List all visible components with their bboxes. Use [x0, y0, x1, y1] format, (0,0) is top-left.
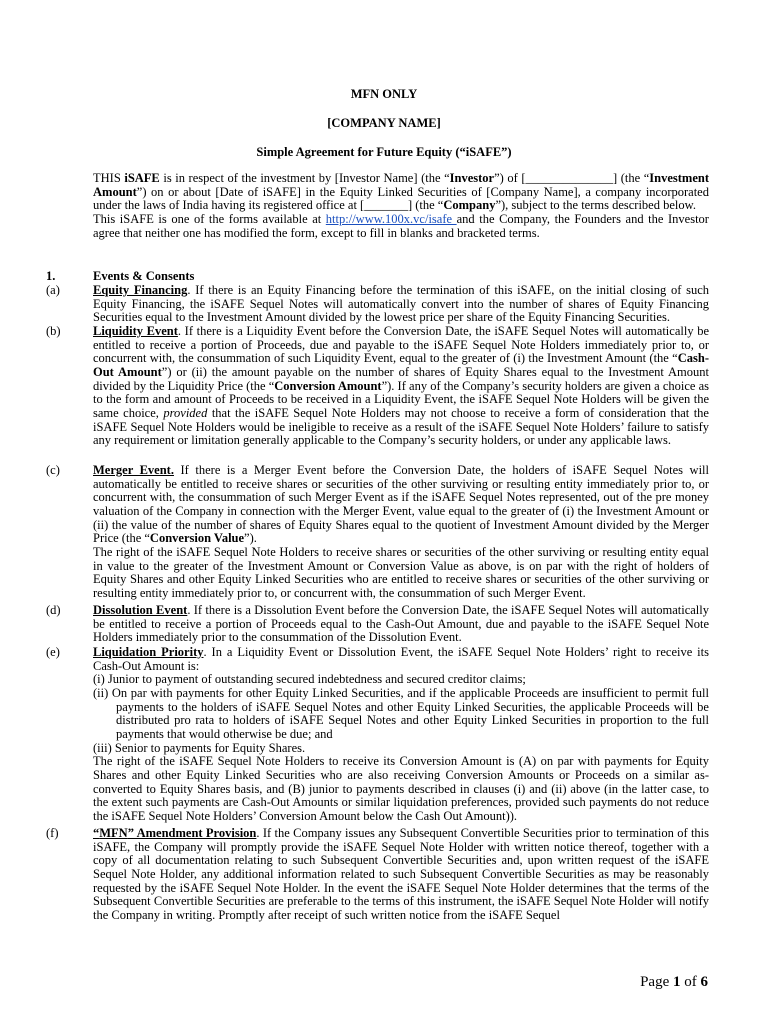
- isafe-link[interactable]: http://www.100x.vc/isafe: [325, 211, 457, 226]
- clause-b: Liquidity Event. If there is a Liquidity Event before the Conversion Date, the iSAFE Sequel Notes will automatically be entitled to receive a portion of Proceeds, due and payable to the iSAFE Sequel Note Holders immediately prior to, or concurrent with, the consummation of such Liquidity Event, equal to the greater of (i) the Investment Amount (the “Cash-Out Amount”) or (ii) the amount payable on the number of shares of Equity Shares equal to the Investment Amount divided by the Liquidity Price (the “Conversion Amount”). If any of the Company’s security holders are given a choice as to the form and amount of Proceeds to be received in a Liquidity Event, the iSAFE Sequel Note Holders will be given the same choice, provided that the iSAFE Sequel Note Holders may not choose to receive a form of consideration that the iSAFE Sequel Note Holders would be ineligible to receive as a result of the iSAFE Sequel Note Holders’ failure to satisfy any requirement or limitation generally applicable to the Company’s security holders, or under any applicable laws.: [93, 324, 710, 448]
- clause-c-title: Merger Event.: [93, 463, 174, 477]
- clause-e-title: Liquidation Priority: [93, 645, 204, 659]
- forms-paragraph: This iSAFE is one of the forms available at http://www.100x.vc/isafe and the Company, the Founders and the Investor agree that neither one has modified the form, except to fill in blanks and bracketed terms.: [93, 211, 709, 240]
- list-item: (i) Junior to payment of outstanding secured indebtedness and secured creditor claims;: [93, 672, 526, 687]
- section-number: 1.: [46, 269, 56, 283]
- clause-e: Liquidation Priority. In a Liquidity Event or Dissolution Event, the iSAFE Sequel Note Holders’ right to receive its Cash-Out Amount is: (i) Junior to payment of outstanding secured indebtedness and secured creditor claims; (ii) On par with payments for other Equity Linked Securities, and if the applicable Proceeds are insufficient to permit full payments to the holders of iSAFE Sequel Notes and other Equity Linked Securities, the applicable Proceeds will be distributed pro rata to holders of iSAFE Sequel Notes and other Equity Linked Securities in proportion to the full payments that would otherwise be due; and (iii) Senior to payments for Equity Shares. The right of the iSAFE Sequel Note Holders to receive its Conversion Amount is (A) on par with payments for Equity Shares and other Equity Linked Securities who are also receiving Conversion Amounts or Proceeds on a similar as-converted to Equity Shares basis, and (B) junior to payments described in clauses (i) and (ii) above (in the latter case, to the extent such payments are Cash-Out Amounts or similar liquidation preferences, provided such payments do not reduce the iSAFE Sequel Note Holders’ Conversion Amount below the Cash Out Amount)).: [93, 645, 709, 823]
- list-item: (iii) Senior to payments for Equity Shares.: [93, 740, 306, 755]
- company-heading: [COMPANY NAME]: [327, 116, 441, 130]
- document-title: Simple Agreement for Future Equity (“iSAFE”): [256, 145, 512, 159]
- clause-a: Equity Financing. If there is an Equity Financing before the termination of this iSAFE, on the initial closing of such Equity Financing, the iSAFE Sequel Notes will automatically convert into the number of shares of Equity Financing Securities equal to the Investment Amount divided by the lowest price per share of the Equity Financing Securities.: [93, 283, 709, 325]
- clause-f: “MFN” Amendment Provision. If the Company issues any Subsequent Convertible Securities prior to termination of this iSAFE, the Company will promptly provide the iSAFE Sequel Note Holder with written notice thereof, together with a copy of all documentation relating to such Subsequent Convertible Securities and, upon written request of the iSAFE Sequel Note Holder, any additional information related to such Subsequent Convertible Securities as may be reasonably requested by the iSAFE Sequel Note Holder. In the event the iSAFE Sequel Note Holder determines that the terms of the Subsequent Convertible Securities are preferable to the terms of this instrument, the iSAFE Sequel Note Holder will notify the Company in writing. Promptly after receipt of such written notice from the iSAFE Sequel: [93, 826, 709, 922]
- clause-a-label: (a): [46, 283, 60, 297]
- mfn-heading: MFN ONLY: [350, 87, 418, 101]
- clause-d-title: Dissolution Event: [93, 603, 188, 617]
- section-title: Events & Consents: [93, 269, 195, 283]
- clause-a-title: Equity Financing: [93, 283, 188, 297]
- clause-d-label: (d): [46, 603, 61, 617]
- clause-c: Merger Event. If there is a Merger Event before the Conversion Date, the holders of iSAFE Sequel Notes will automatically be entitled to receive shares or securities of the other surviving or resulting entity immediately prior to, or concurrent with, the consummation of such Merger Event as if the iSAFE Sequel Notes represented, out of the pre money valuation of the Company in connection with the Merger Event, value equal to the greater of (i) the Investment Amount or (ii) the value of the number of shares of Equity Shares equal to the quotient of Investment Amount divided by the Merger Price (the “Conversion Value”). The right of the iSAFE Sequel Note Holders to receive shares or securities of the other surviving or resulting entity equal in value to the greater of the Investment Amount or Conversion Value as above, is on par with the right of holders of Equity Shares and other Equity Linked Securities who are entitled to receive shares or securities of the other surviving or resulting entity immediately prior to, or concurrent with, the consummation of such Merger Event.: [93, 463, 710, 600]
- clause-b-title: Liquidity Event: [93, 324, 178, 338]
- intro-section: [93, 172, 709, 240]
- page-number: Page 1 of 6: [640, 974, 708, 990]
- clause-f-title: “MFN” Amendment Provision: [93, 826, 257, 840]
- intro-paragraph: THIS iSAFE is in respect of the investment by [Investor Name] (the “Investor”) of [______________] (the “Investment Amount”) on or about [Date of iSAFE] in the Equity Linked Securities of [Company Name], a company incorporated under the laws of India having its registered office at [_______] (the “Company”), subject to the terms described below.: [93, 171, 709, 213]
- clause-d: Dissolution Event. If there is a Dissolution Event before the Conversion Date, the iSAFE Sequel Notes will automatically be entitled to receive a portion of Proceeds equal to the Cash-Out Amount, due and payable to the iSAFE Sequel Note Holders immediately prior to the consummation of the Dissolution Event.: [93, 603, 709, 645]
- clause-e-label: (e): [46, 645, 60, 659]
- clause-b-label: (b): [46, 324, 61, 338]
- clause-c-label: (c): [46, 463, 60, 477]
- list-item: (ii) On par with payments for other Equity Linked Securities, and if the applicable Proceeds are insufficient to permit full payments to the holders of iSAFE Sequel Notes and other Equity Linked Securities, the applicable Proceeds will be distributed pro rata to holders of iSAFE Sequel Notes and other Equity Linked Securities in proportion to the full payments that would otherwise be due; and: [93, 685, 709, 741]
- clause-f-label: (f): [46, 826, 59, 840]
